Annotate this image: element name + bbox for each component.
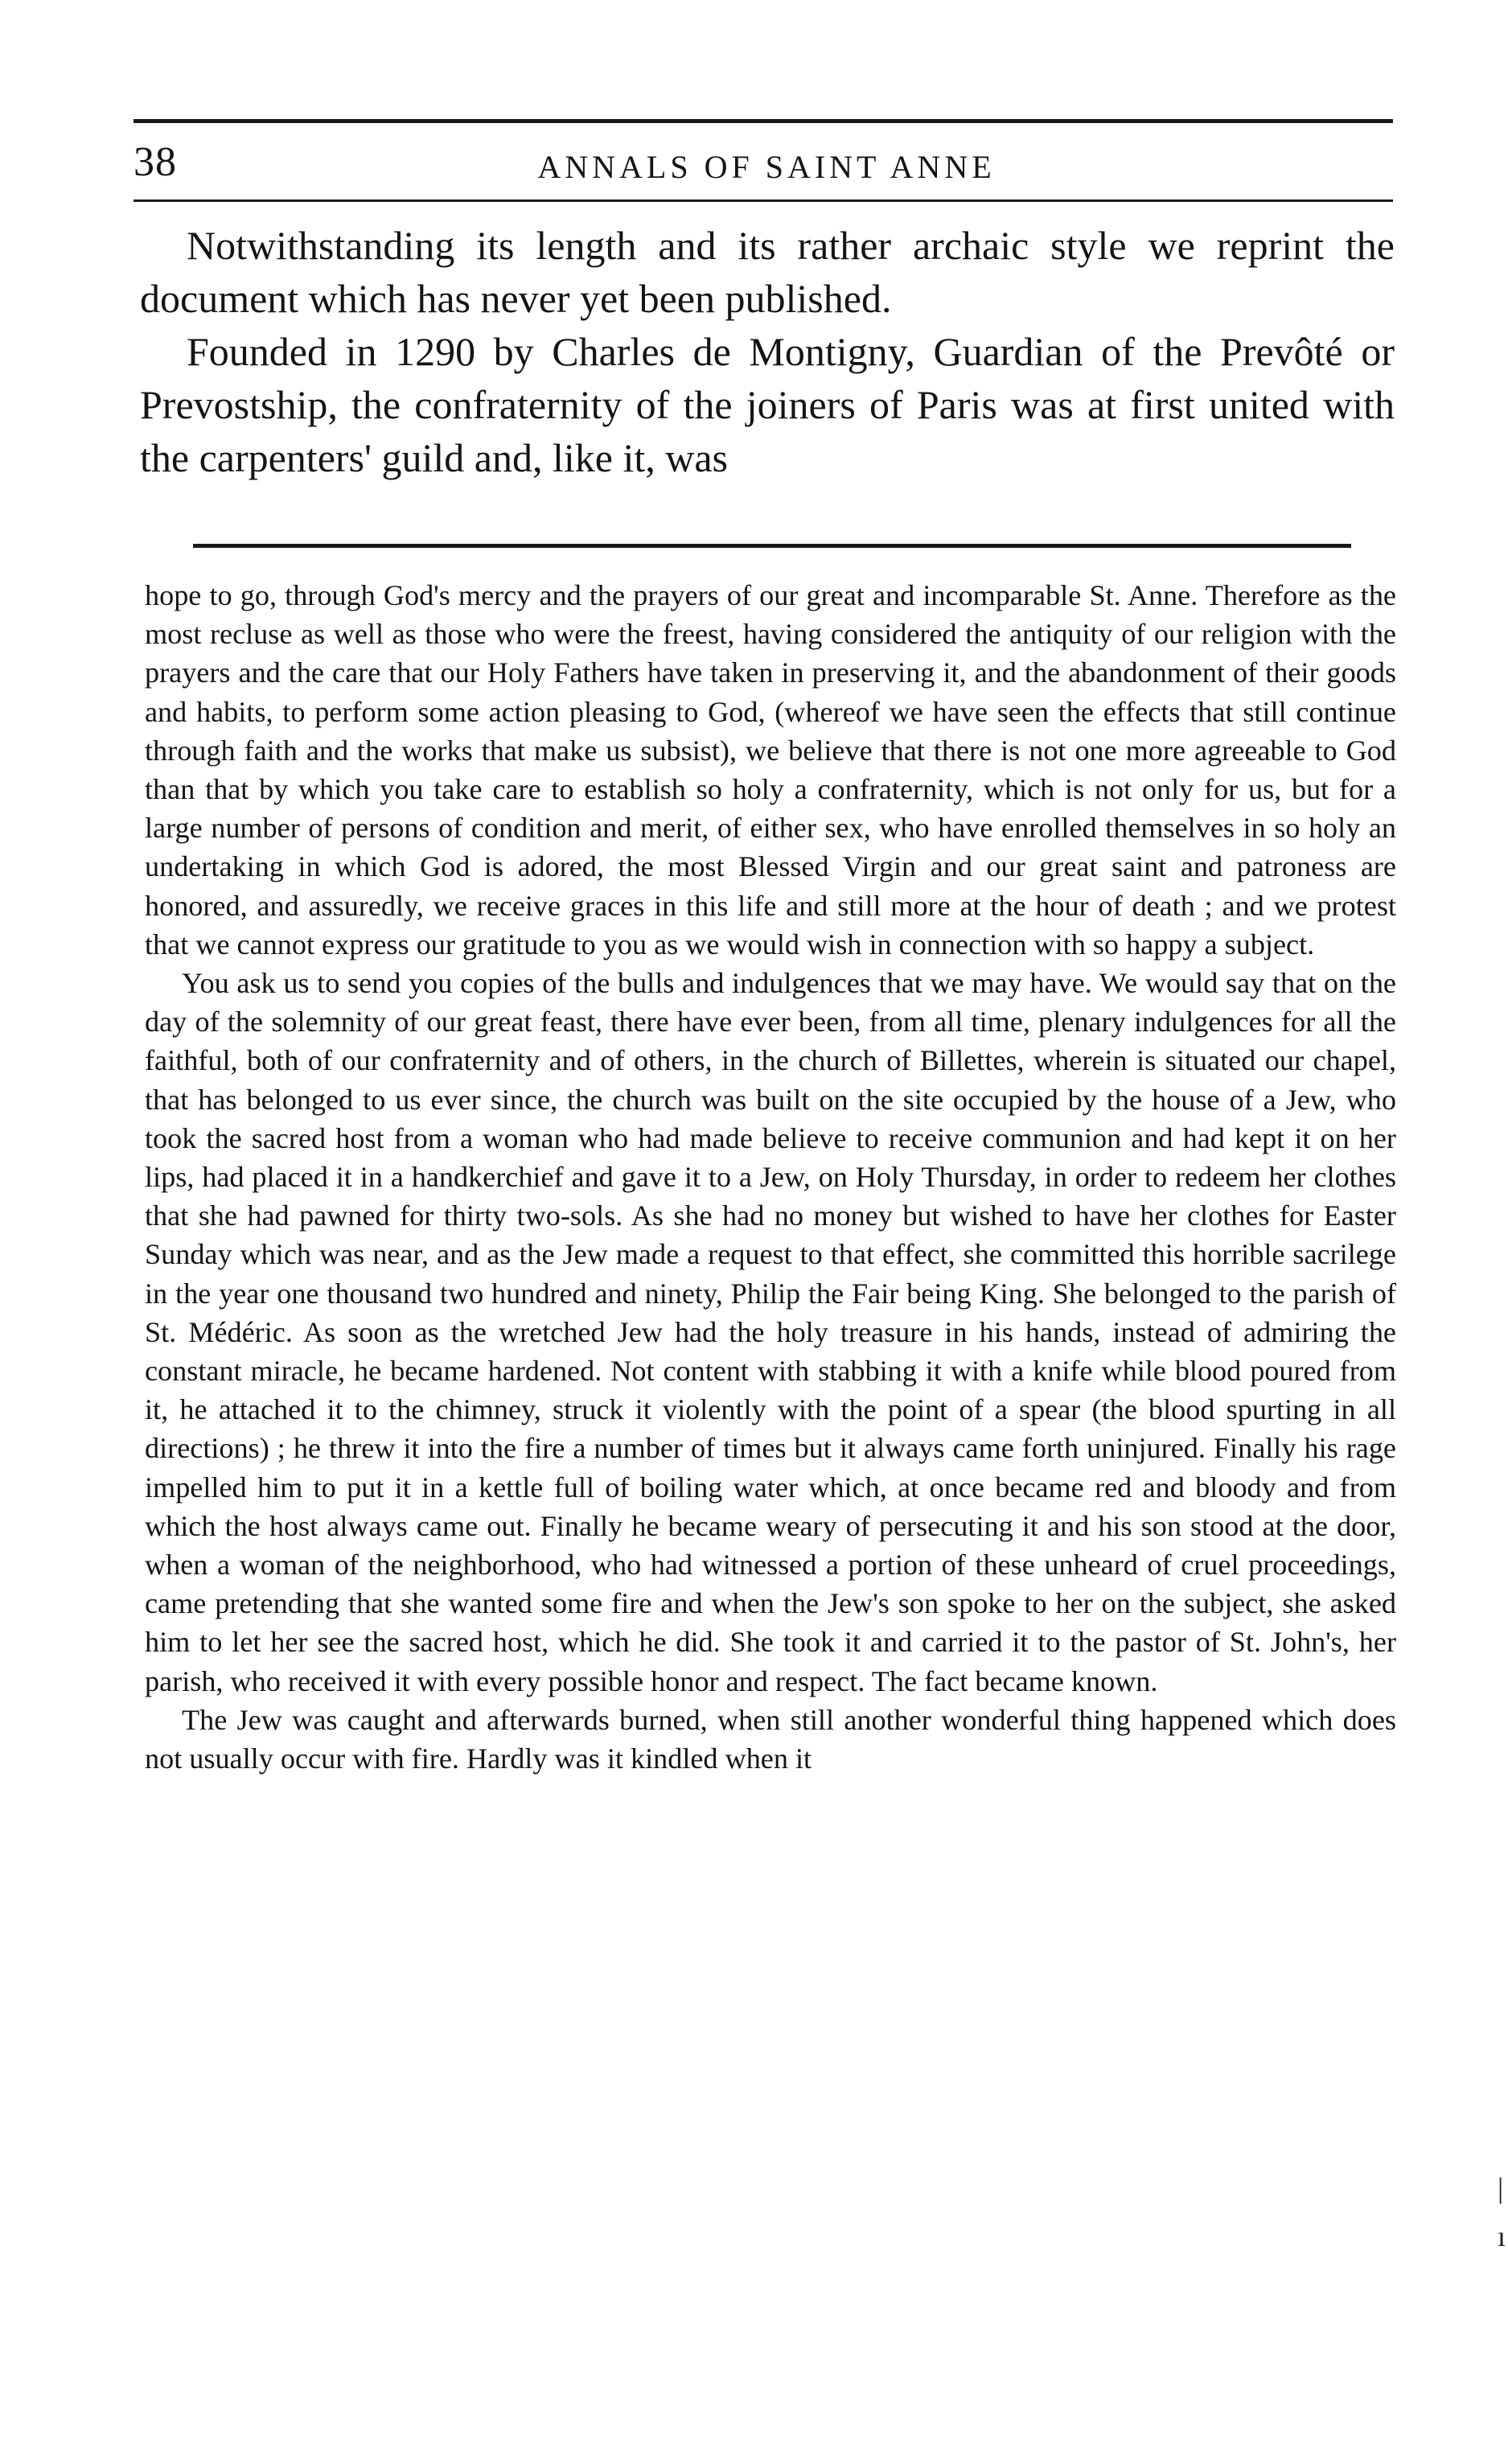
- running-title: ANNALS OF SAINT ANNE: [537, 149, 996, 185]
- page-number: 38: [134, 139, 177, 185]
- header-rule: [134, 200, 1393, 202]
- intro-paragraph: Notwithstanding its length and its rather archaic style we reprint the document which has never yet been published.: [140, 223, 1395, 321]
- body-paragraph: hope to go, through God's mercy and the prayers of our great and incomparable St. Anne. Therefore as the most recluse as well as those who were the freest, having considered the antiquity of our religion with the prayers and the care that our Holy Fathers have taken in preserving it, and the abandonment of their goods and habits, to perform some action pleasing to God, (whereof we have seen the effects that still continue through faith and the works that make us subsist), we believe that there is not one more agreeable to God than that by which you take care to establish so holy a confraternity, which is not only for us, but for a large number of persons of condition and merit, of either sex, who have enrolled themselves in so holy an undertaking in which God is adored, the most Blessed Virgin and our great saint and patroness are honored, and assuredly, we receive graces in this life and still more at the hour of death ; and we protest that we cannot express our gratitude to you as we would wish in connection with so happy a subject.: [145, 579, 1396, 961]
- margin-mark: |: [1498, 2172, 1504, 2204]
- margin-mark: ı: [1498, 2220, 1506, 2252]
- body-paragraph: The Jew was caught and afterwards burned, when still another wonderful thing happened which does not usually occur with fire. Hardly was it kindled when it: [145, 1703, 1396, 1775]
- section-divider: [193, 544, 1351, 548]
- body-paragraph: You ask us to send you copies of the bulls and indulgences that we may have. We would say that on the day of the solemnity of our great feast, there have ever been, from all time, plenary indulgences for all the faithful, both of our confraternity and of others, in the church of Billettes, wherein is situated our chapel, that has belonged to us ever since, the church was built on the site occupied by the house of a Jew, who took the sacred host from a woman who had made believe to receive communion and had kept it on her lips, had placed it in a handkerchief and gave it to a Jew, on Holy Thursday, in order to redeem her clothes that she had pawned for thirty two-sols. As she had no money but wished to have her clothes for Easter Sunday which was near, and as the Jew made a request to that effect, she committed this horrible sacrilege in the year one thousand two hundred and ninety, Philip the Fair being King. She belonged to the parish of St. Médéric. As soon as the wretched Jew had the holy treasure in his hands, instead of admiring the constant miracle, he became hardened. Not content with stabbing it with a knife while blood poured from it, he attached it to the chimney, struck it violently with the point of a spear (the blood spurting in all directions) ; he threw it into the fire a number of times but it always came forth uninjured. Finally his rage impelled him to put it in a kettle full of boiling water which, at once became red and bloody and from which the host always came out. Finally he became weary of persecuting it and his son stood at the door, when a woman of the neighborhood, who had witnessed a portion of these unheard of cruel proceedings, came pretending that she wanted some fire and when the Jew's son spoke to her on the subject, she asked him to let her see the sacred host, which he did. She took it and carried it to the pastor of St. John's, her parish, who received it with every possible honor and respect. The fact became known.: [145, 967, 1396, 1697]
- introduction-text: [140, 219, 1395, 484]
- top-rule: [134, 119, 1393, 123]
- intro-paragraph: Founded in 1290 by Charles de Montigny, Guardian of the Prevôté or Prevostship, the confraternity of the joiners of Paris was at first united with the carpenters' guild and, like it, was: [140, 329, 1395, 480]
- document-text: [145, 576, 1396, 1778]
